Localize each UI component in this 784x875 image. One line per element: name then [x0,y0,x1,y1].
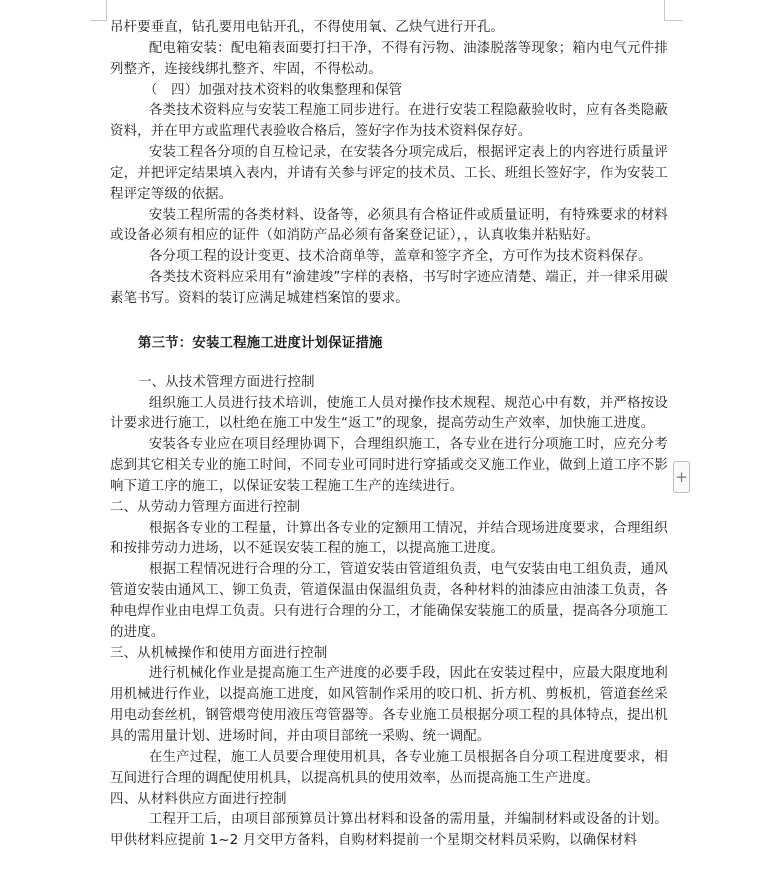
document-page [110,18,668,852]
section-title: 第三节：安装工程施工进度计划保证措施 [138,335,383,351]
paragraph: 根据工程情况进行合理的分工，管道安装由管道组负责，电气安装由电工组负责，通风管道安装由通风工、铆工负责，管道保温由保温组负责，各种材料的油漆应由油漆工负责，各种电焊作业由电焊工负责。只有进行合理的分工，才能确保安装施工的质量，提高各分项施工的进度。 [110,562,668,640]
subheading: 二、从劳动力管理方面进行控制 [110,499,301,515]
paragraph: 安装各专业应在项目经理协调下，合理组织施工，各专业在进行分项施工时，应充分考虑到其它相关专业的施工时间，不同专业可同时进行穿插或交叉施工作业，做到上道工序不影响下道工序的施工，以保证安装工程施工生产的连续进行。 [110,437,668,494]
paragraph: 各类技术资料应与安装工程施工同步进行。在进行安装工程隐蔽验收时，应有各类隐蔽资料，并在甲方或监理代表验收合格后，签好字作为技术资料保存好。 [110,103,668,140]
paragraph: 进行机械化作业是提高施工生产进度的必要手段，因此在安装过程中，应最大限度地利用机械进行作业，以提高施工进度，如风管制作采用的咬口机、折方机、剪板机，管道套丝采用电动套丝机，钢管煨弯使用液压弯管器等。各专业施工员根据分项工程的具体特点，提出机具的需用量计划、进场时间，并由项目部统一采购、统一调配。 [110,666,668,744]
paragraph: 在生产过程，施工人员要合理使用机具，各专业施工员根据各自分项工程进度要求，相互间进行合理的调配使用机具，以提高机具的使用效率，丛而提高施工生产进度。 [110,749,668,786]
paragraph: 吊杆要垂直，钻孔要用电钻开孔，不得使用氧、乙炔气进行开孔。 [110,20,505,35]
subheading: 三、从机械操作和使用方面进行控制 [110,645,328,661]
paragraph: 各类技术资料应采用有“渝建竣”字样的表格，书写时字迹应清楚、端正，并一律采用碳素笔书写。资料的装订应满足城建档案馆的要求。 [110,270,668,306]
subheading: （ 四）加强对技术资料的收集整理和保管 [144,82,403,98]
paragraph: 各分项工程的设计变更、技术洽商单等，盖章和签字齐全，方可作为技术资料保存。 [148,249,652,265]
paragraph: 配电箱安装：配电箱表面要打扫干净，不得有污物、油漆脱落等现象；箱内电气元件排列整齐，连接线绑扎整齐、牢固，不得松动。 [110,40,668,77]
paragraph: 根据各专业的工程量，计算出各专业的定额用工情况，并结合现场进度要求，合理组织和按排劳动力进场，以不延误安装工程的施工，以提高施工进度。 [110,520,668,557]
expand-plus-button[interactable]: + [673,461,690,493]
paragraph: 安装工程所需的各类材料、设备等，必须具有合格证件或质量证明，有特殊要求的材料或设备必须有相应的证件（如消防产品必须有备案登记证），，认真收集并粘贴好。 [110,207,668,244]
crop-mark-top-left [90,0,107,21]
paragraph: 组织施工人员进行技术培训，使施工人员对操作技术规程、规范心中有数，并严格按设计要求进行施工，以杜绝在施工中发生“返工”的现象，提高劳动生产效率，加快施工进度。 [110,395,668,432]
paragraph: 安装工程各分项的自互检记录，在安装各分项完成后，根据评定表上的内容进行质量评定，并把评定结果填入表内，并请有关参与评定的技术员、工长、班组长签好字，作为安装工程评定等级的依据。 [110,145,668,202]
paragraph: 工程开工后，由项目部预算员计算出材料和设备的需用量，并编制材料或设备的计划。甲供材料应提前 1~2 月交甲方备料，自购材料提前一个星期交材料员采购，以确保材料 [110,812,668,849]
subheading: 四、从材料供应方面进行控制 [110,791,287,807]
subheading: 一、从技术管理方面进行控制 [138,374,315,390]
